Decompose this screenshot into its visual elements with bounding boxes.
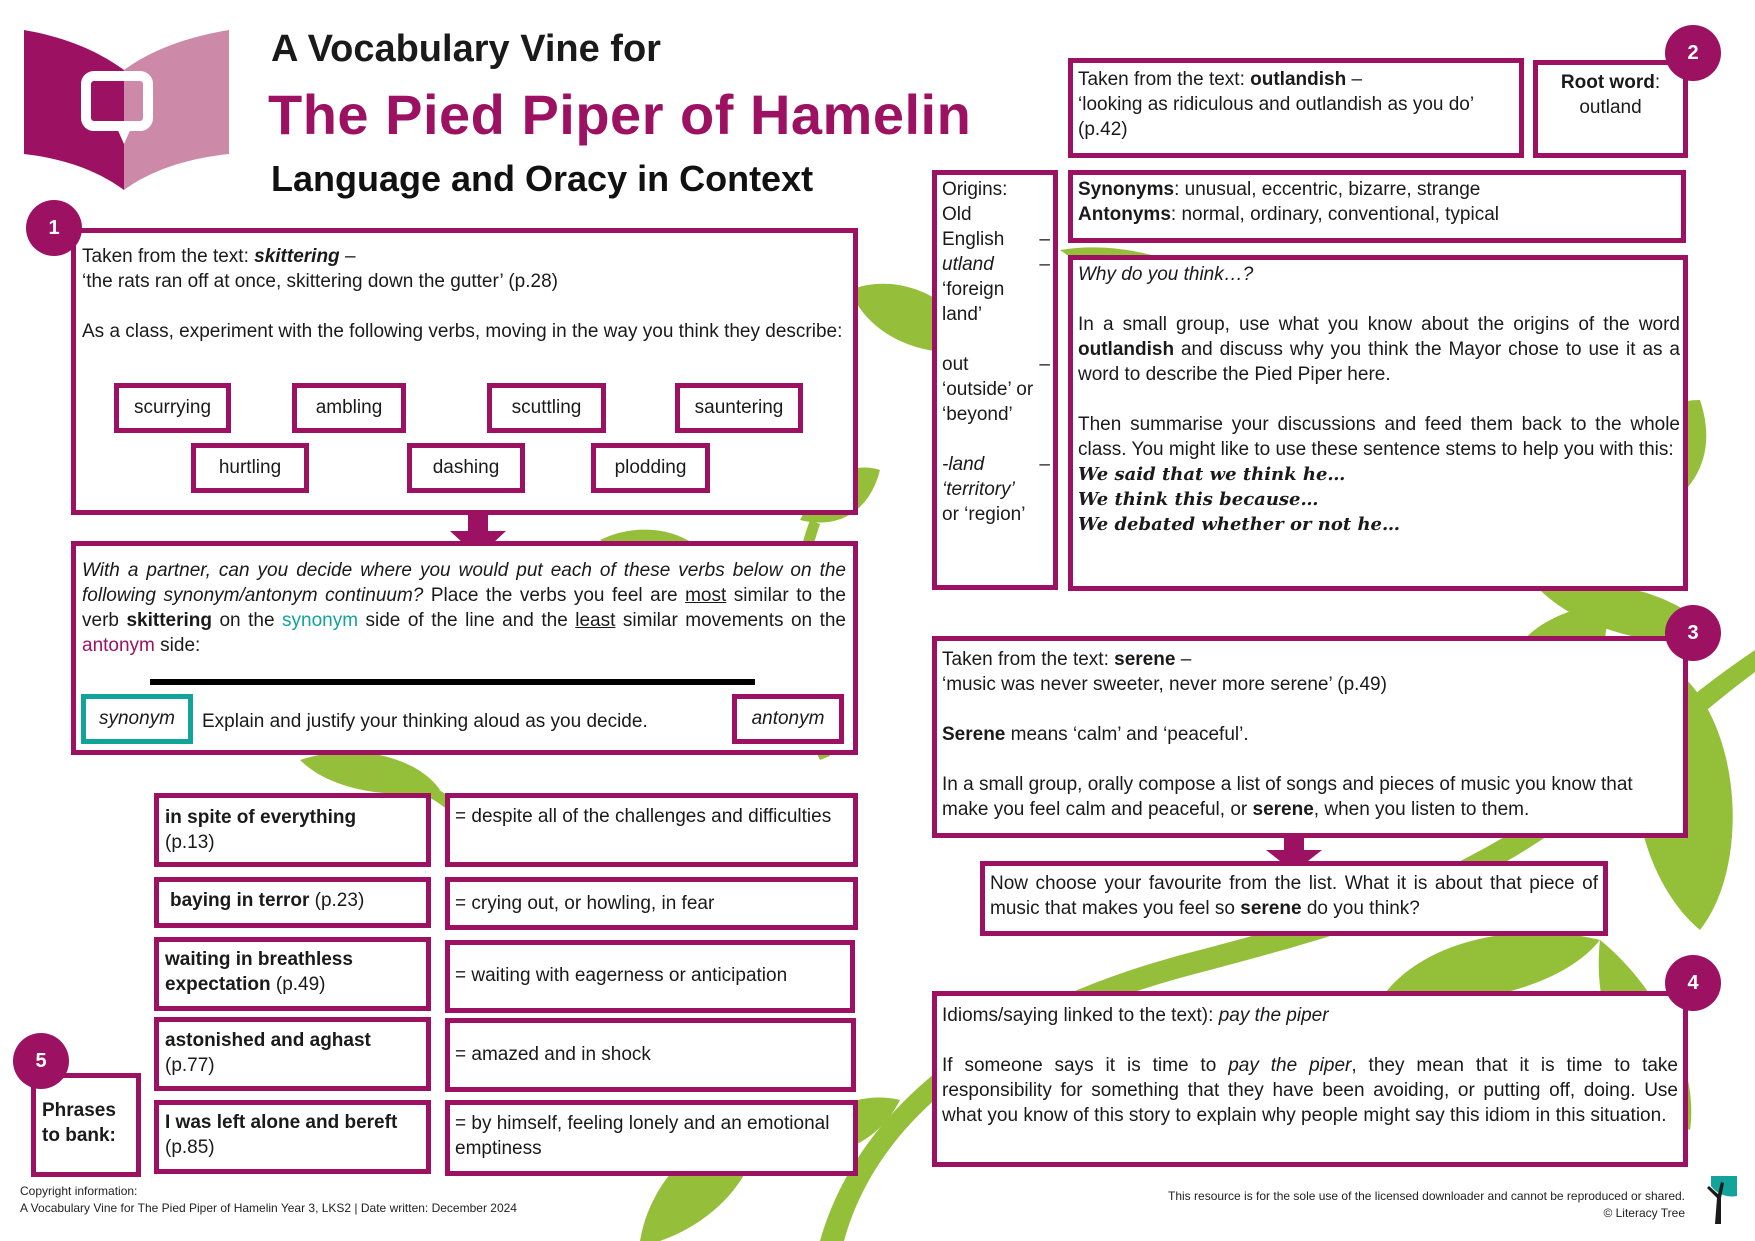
section1-source: Taken from the text: skittering – ‘the rats ran off at once, skittering down the gutter’ (p.28) As a class, experiment with the following verbs, moving in the way you think they describe: [82, 246, 843, 342]
phrases-label: Phrases to bank: [42, 1100, 116, 1146]
origins: Origins: Old English – utland – ‘foreign land’ out – ‘outside’ or ‘beyond’ -land – ‘territory’ or ‘region’ [942, 179, 1050, 525]
licence-notice: This resource is for the sole use of the licensed downloader and cannot be reproduced or shared. © Literacy Tree [1168, 1189, 1685, 1220]
continuum-instructions: With a partner, can you decide where you would put each of these verbs below on the following synonym/antonym continuum? Place the verbs you feel are most similar to the verb skittering on the synonym side of the line and the least similar movements on the antonym side: [82, 560, 846, 656]
section5-number-badge: 5 [13, 1033, 69, 1089]
page-subtitle: Language and Oracy in Context [271, 158, 814, 199]
open-book-speech-bubble-icon [24, 30, 229, 190]
verb-hurtling: hurtling [191, 443, 309, 493]
phrase-5: I was left alone and bereft (p.85) [165, 1112, 398, 1158]
phrase-2: baying in terror (p.23) [170, 890, 365, 911]
root-word: Root word: outland [1560, 72, 1661, 118]
verb-ambling: ambling [292, 383, 406, 433]
meaning-3: = waiting with eagerness or anticipation [455, 965, 788, 986]
explain-text: Explain and justify your thinking aloud as you decide. [202, 711, 648, 732]
phrase-1: in spite of everything (p.13) [165, 807, 357, 853]
copyright-info: Copyright information: A Vocabulary Vine for The Pied Piper of Hamelin Year 3, LKS2 | Date written: December 2024 [20, 1184, 517, 1215]
meaning-4: = amazed and in shock [455, 1044, 651, 1065]
section2-number-badge: 2 [1665, 25, 1721, 81]
header-line1: A Vocabulary Vine for [271, 28, 661, 70]
verb-scurrying: scurrying [114, 383, 231, 433]
meaning-2: = crying out, or howling, in fear [455, 893, 715, 914]
verb-scuttling: scuttling [487, 383, 606, 433]
phrase-4: astonished and aghast (p.77) [165, 1030, 371, 1076]
section3-text: Taken from the text: serene – ‘music was never sweeter, never more serene’ (p.49) Serene means ‘calm’ and ‘peaceful’. In a small group, orally compose a list of songs and pieces of music you know that make you feel calm and peaceful, or serene, when you listen to them. [942, 649, 1633, 820]
antonym-label: antonym [732, 694, 844, 744]
verb-sauntering: sauntering [675, 383, 803, 433]
verb-dashing: dashing [407, 443, 525, 493]
favourite-text: Now choose your favourite from the list. What it is about that piece of music that makes you feel so serene do you think? [990, 873, 1598, 919]
section3-number-badge: 3 [1665, 605, 1721, 661]
continuum-line [150, 679, 755, 685]
phrase-3: waiting in breathless expectation (p.49) [165, 949, 353, 995]
tree-icon [1697, 1176, 1737, 1224]
synonym-label: synonym [81, 694, 193, 744]
meaning-5: = by himself, feeling lonely and an emotional emptiness [455, 1113, 830, 1159]
why-text: Why do you think…? In a small group, use what you know about the origins of the word outlandish and discuss why you think the Mayor chose to use it as a word to describe the Pied Piper here. Then summarise your discussions and feed them back to the whole class. You might like to use these sentence stems to help you with this: We said that we think he… We think this because… We debated whether or not he… [1078, 264, 1680, 535]
section4-text: Idioms/saying linked to the text): pay the piper If someone says it is time to pay the piper, they mean that it is time to take responsibility for something that they have been avoiding, or putting off, doing. Use what you know of this story to explain why people might say this idiom in this situation. [942, 1005, 1678, 1126]
section4-number-badge: 4 [1665, 955, 1721, 1011]
section1-number-badge: 1 [26, 200, 82, 256]
page-title: The Pied Piper of Hamelin [268, 83, 972, 146]
section2-source: Taken from the text: outlandish – ‘looking as ridiculous and outlandish as you do’ (p.42) [1078, 69, 1474, 140]
verb-plodding: plodding [591, 443, 710, 493]
syn-ant: Synonyms: unusual, eccentric, bizarre, strange Antonyms: normal, ordinary, conventional, typical [1078, 179, 1499, 225]
meaning-1: = despite all of the challenges and difficulties [455, 806, 832, 827]
